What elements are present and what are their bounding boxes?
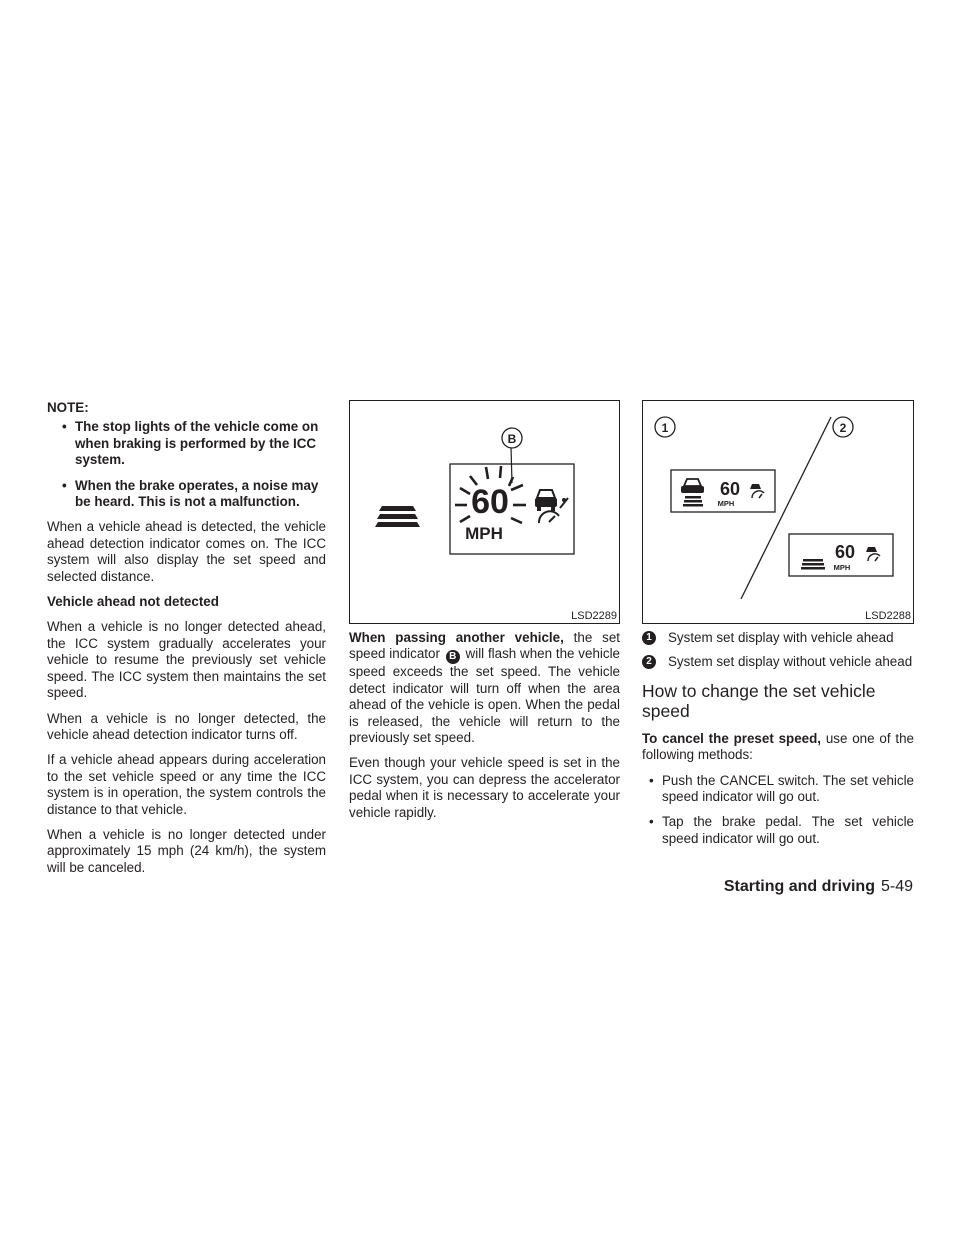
legend-item <box>642 654 914 670</box>
paragraph <box>349 630 620 746</box>
paragraph-text: use one of the following methods: <box>642 730 914 763</box>
set-display-illustration <box>643 401 915 623</box>
subheading: Vehicle ahead not detected <box>47 594 219 610</box>
method-bullet-text: Tap the brake pedal. The set vehicle speed indicator will go out. <box>662 814 914 846</box>
bullet-dot: • <box>649 814 654 830</box>
column-left <box>47 400 326 885</box>
note-heading: NOTE: <box>47 400 89 415</box>
paragraph <box>642 731 914 764</box>
distance-bars-icon <box>375 506 420 527</box>
figure-set-speed-flashing <box>349 400 620 624</box>
paragraph: Even though your vehicle speed is set in the ICC system, you can depress the accelerator pedal when it is necessary to accelerate your vehicle rapidly. <box>349 755 620 820</box>
bullet-dot: • <box>649 772 654 788</box>
set-speed-unit: MPH <box>465 524 503 543</box>
method-bullet <box>642 814 914 847</box>
callout-1: 1 <box>661 421 669 435</box>
legend-number: 2 <box>642 655 656 669</box>
figure-set-displays <box>642 400 914 624</box>
paragraph: When a vehicle is no longer detected ahead, the ICC system gradually accelerates your vehicle to resume the previously set vehicle speed. The ICC system then maintains the set speed. <box>47 619 326 701</box>
bullet-dot: • <box>62 419 67 435</box>
set-speed-value: 60 <box>471 483 509 521</box>
legend-number: 1 <box>642 631 656 645</box>
set-speed-unit: MPH <box>717 499 735 508</box>
column-middle <box>349 400 620 830</box>
callout-marker-b: B <box>446 650 460 664</box>
set-speed-value: 60 <box>834 542 856 562</box>
page-footer <box>0 877 913 897</box>
vehicle-ahead-detect-icon <box>535 490 568 523</box>
method-bullet-text: Push the CANCEL switch. The set vehicle speed indicator will go out. <box>662 772 914 805</box>
set-speed-unit: MPH <box>833 563 851 572</box>
bullet-dot: • <box>62 477 67 493</box>
legend-item <box>642 630 914 646</box>
note-bullet <box>47 419 326 468</box>
set-speed-flash-illustration <box>350 401 621 623</box>
legend-text: System set display with vehicle ahead <box>668 630 894 645</box>
display-without-vehicle-ahead <box>789 534 893 576</box>
set-speed-value: 60 <box>719 479 741 499</box>
page-number: 5-49 <box>880 878 913 895</box>
section-heading: How to change the set vehicle speed <box>642 680 876 721</box>
paragraph: When a vehicle ahead is detected, the vehicle ahead detection indicator comes on. The ICC system will also display the set speed and selected distance. <box>47 519 326 584</box>
note-bullet-text: When the brake operates, a noise may be heard. This is not a malfunction. <box>75 477 319 510</box>
paragraph: When a vehicle is no longer detected under approximately 15 mph (24 km/h), the system will be canceled. <box>47 826 326 875</box>
method-bullet <box>642 773 914 806</box>
paragraph-lead: When passing another vehicle, <box>349 630 564 645</box>
paragraph-lead: To cancel the preset speed, <box>642 730 822 746</box>
note-bullet-text: The stop lights of the vehicle come on when braking is performed by the ICC system. <box>75 419 319 468</box>
figure-code: LSD2288 <box>865 610 911 622</box>
paragraph: If a vehicle ahead appears during acceleration to the set vehicle speed or any time the ICC system is in operation, the system controls the distance to that vehicle. <box>47 752 326 817</box>
legend-text: System set display without vehicle ahead <box>668 654 913 670</box>
figure-code: LSD2289 <box>571 610 617 622</box>
callout-2: 2 <box>839 421 847 435</box>
column-right <box>642 400 914 856</box>
footer-section-title: Starting and driving <box>723 878 875 895</box>
display-with-vehicle-ahead <box>671 470 775 512</box>
paragraph: When a vehicle is no longer detected, the vehicle ahead detection indicator turns off. <box>47 710 326 742</box>
note-bullet <box>47 478 326 511</box>
paragraph-text: the set speed indicator <box>349 630 620 662</box>
callout-b: B <box>507 432 517 446</box>
paragraph-text: will flash when the vehicle speed exceeds the set speed. The vehicle detect indicator will turn off when the area ahead of the vehicle is open. When the pedal is released, the vehicle will return to the previously set speed. <box>349 646 620 746</box>
